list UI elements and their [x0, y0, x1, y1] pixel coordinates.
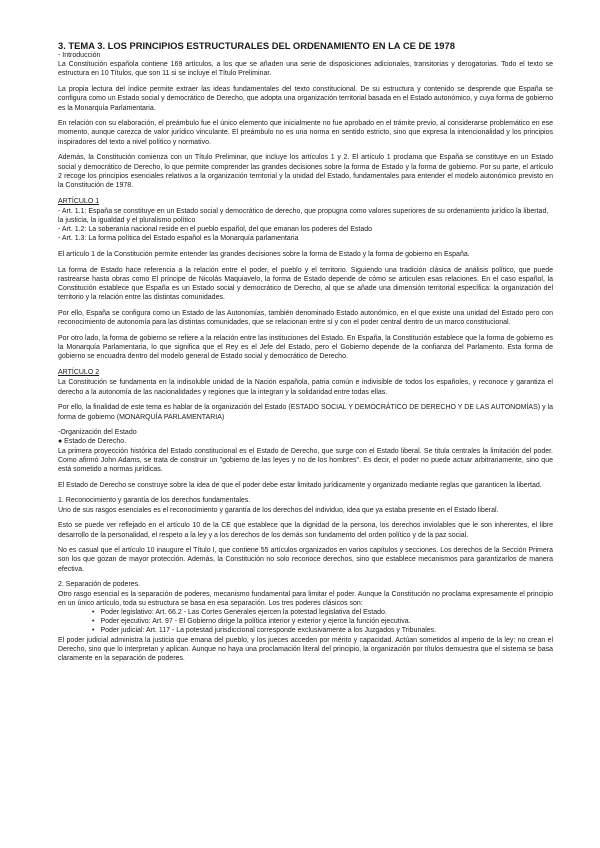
article-1-list — [58, 207, 553, 244]
paragraph: El Estado de Derecho se construye sobre la idea de que el poder debe estar limitado jurídicamente y organizado mediante reglas que garanticen la libertad. — [58, 481, 542, 489]
page-title: 3. TEMA 3. LOS PRINCIPIOS ESTRUCTURALES DEL ORDENAMIENTO EN LA CE DE 1978 — [58, 40, 455, 51]
paragraph: Por ello, la finalidad de este tema es hablar de la organización del Estado (ESTADO SOCIAL Y DEMOCRÁTICO DE DERECHO Y DE LAS AUTONOMÍAS) y la forma de gobierno (MONARQUÍA PARLAMENTARIA) — [58, 404, 553, 421]
powers-list — [92, 608, 553, 636]
rule-of-law-bullet: ● Estado de Derecho. — [58, 438, 127, 446]
paragraph: El artículo 1 de la Constitución permite entender las grandes decisiones sobre la forma de Estado y la forma de gobierno en España. — [58, 251, 470, 259]
paragraph: No es casual que el artículo 10 inaugure el Título I, que contiene 55 artículos organizados en varios capítulos y secciones. Los derechos de la Sección Primera son los que gozan de mayor protección. Además, la Constitución no solo reconoce derechos, sino que establece mecanismos para garantizarlos de manera efectiva. — [58, 547, 553, 573]
paragraph: La Constitución española contiene 169 artículos, a los que se añaden una serie de disposiciones adicionales, transitorias y derogatorias. Todo el texto se estructura en 10 Títulos, que son 11 si se incluye el Título Preliminar. — [58, 61, 553, 78]
paragraph: La forma de Estado hace referencia a la relación entre el poder, el pueblo y el territorio. Siguiendo una tradición clásica de análisis político, que puede rastrearse hasta obras como El príncipe de Nicolás Maquiavelo, la forma de Estado depende de cómo se articulen esas relaciones. En el caso español, la Constitución establece que España es un Estado social y democrático de Derecho, al que se añade una dimensión territorial específica: la organización del territorio y la relación entre las distintas comunidades. — [58, 266, 553, 302]
list-item: • Poder judicial: Art. 117 - La potestad jurisdiccional corresponde exclusivamente a los Juzgados y Tribunales. — [92, 626, 553, 635]
section-2-heading: 2. Separación de poderes. — [58, 581, 141, 589]
paragraph: En relación con su elaboración, el preámbulo fue el único elemento que inicialmente no fue aprobado en el trámite previo, al considerarse problemático en ese momento, aunque carezca de valor jurídico vinculante. El preámbulo no es una norma en sentido estricto, sino que expresa la intencionalidad y los principios inspiradores del texto a nivel político y normativo. — [58, 120, 553, 146]
intro-heading: - Introducción — [58, 52, 101, 59]
list-item: - Art. 1.2: La soberanía nacional reside en el pueblo español, del que emanan los poderes del Estado — [58, 226, 373, 234]
list-item: • Poder ejecutivo: Art. 97 - El Gobierno dirige la política interior y exterior y ejerce la función ejecutiva. — [92, 617, 553, 626]
list-item: - Art. 1.1: España se constituye en un Estado social y democrático de derecho, que propugna como valores superiores de su ordenamiento jurídico la libertad, la justicia, la igualdad y el pluralismo político — [58, 207, 549, 225]
article-2-heading: ARTÍCULO 2 — [58, 369, 100, 377]
paragraph: La propia lectura del índice permite extraer las ideas fundamentales del texto constitucional. De su estructura y contenido se desprende que España se configura como un Estado social y democrático de Derecho, que adopta una organización territorial basada en el Estado autonómico, y cuya forma de gobierno es la Monarquía Parlamentaria. — [58, 86, 553, 112]
document-page — [58, 40, 553, 670]
paragraph: La Constitución se fundamenta en la indisoluble unidad de la Nación española, patria común e indivisible de todos los españoles, y reconoce y garantiza el derecho a la autonomía de las nacionalidades y regiones que la integran y la solidaridad entre todas ellas. — [58, 379, 553, 396]
paragraph: Por ello, España se configura como un Estado de las Autonomías, también denominado Estado autonómico, en el que existe una unidad del Estado pero con reconocimiento de autonomía para las distintas comunidades, que se relacionan entre sí y con el poder central dentro de un marco constitucional. — [58, 310, 553, 327]
paragraph: La primera proyección histórica del Estado constitucional es el Estado de Derecho, que surge con el Estado liberal. Se titula centrales la limitación del poder. Como afirmó John Adams, se trata de construir un "gobierno de las leyes y no de los hombres". Es decir, el poder no puede actuar arbitrariamente, sino que está sometido a normas jurídicas. — [58, 447, 553, 474]
paragraph: Esto se puede ver reflejado en el artículo 10 de la CE que establece que la dignidad de la persona, los derechos inviolables que le son inherentes, el libre desarrollo de la personalidad, el respeto a la ley y a los derechos de los demás son fundamento del orden político y de la paz social. — [58, 522, 553, 539]
section-1-heading: 1. Reconocimiento y garantía de los derechos fundamentales. — [58, 497, 251, 505]
article-1-heading: ARTÍCULO 1 — [58, 197, 100, 205]
list-item: • Poder legislativo: Art. 66.2 - Las Cortes Generales ejercen la potestad legislativa del Estado. — [92, 608, 553, 617]
paragraph: Por otro lado, la forma de gobierno se refiere a la relación entre las instituciones del Estado. En España, la Constitución establece que la forma de gobierno es la Monarquía Parlamentaria, lo que significa que el Rey es el Jefe del Estado, pero el Gobierno depende de la confianza del Parlamento. Esta forma de gobierno se encuadra dentro del modelo general de Estado social y democrático de Derecho. — [58, 335, 553, 361]
paragraph: Además, la Constitución comienza con un Título Preliminar, que incluye los artículos 1 y 2. El artículo 1 proclama que España se constituye en un Estado social y democrático de Derecho, lo que permite comprender las grandes decisiones sobre la forma de Estado y la forma de gobierno. Por su parte, el artículo 2 recoge los principios esenciales relativos a la organización territorial y la unidad del Estado, fundamentales para entender el modelo autonómico previsto en la Constitución de 1978. — [58, 154, 553, 189]
paragraph: Otro rasgo esencial es la separación de poderes, mecanismo fundamental para limitar el poder. Aunque la Constitución no proclama expresamente el principio en un único artículo, toda su estructura se basa en esa separación. Los tres poderes clásicos son: — [58, 590, 553, 607]
paragraph: El poder judicial administra la justicia que emana del pueblo, y los jueces acceden por mérito y capacidad. Actúan sometidos al imperio de la ley: no crean el Derecho, sino que lo interpretan y aplican. Aunque no haya una proclamación literal del principio, la organización por títulos demuestra que el sistema se basa claramente en la separación de poderes. — [58, 636, 553, 662]
paragraph: Uno de sus rasgos esenciales es el reconocimiento y garantía de los derechos del individuo, idea que ya estaba presente en el Estado liberal. — [58, 506, 499, 514]
organization-heading: -Organización del Estado — [58, 429, 137, 437]
list-item: - Art. 1.3: La forma política del Estado español es la Monarquía parlamentaria — [58, 235, 299, 243]
